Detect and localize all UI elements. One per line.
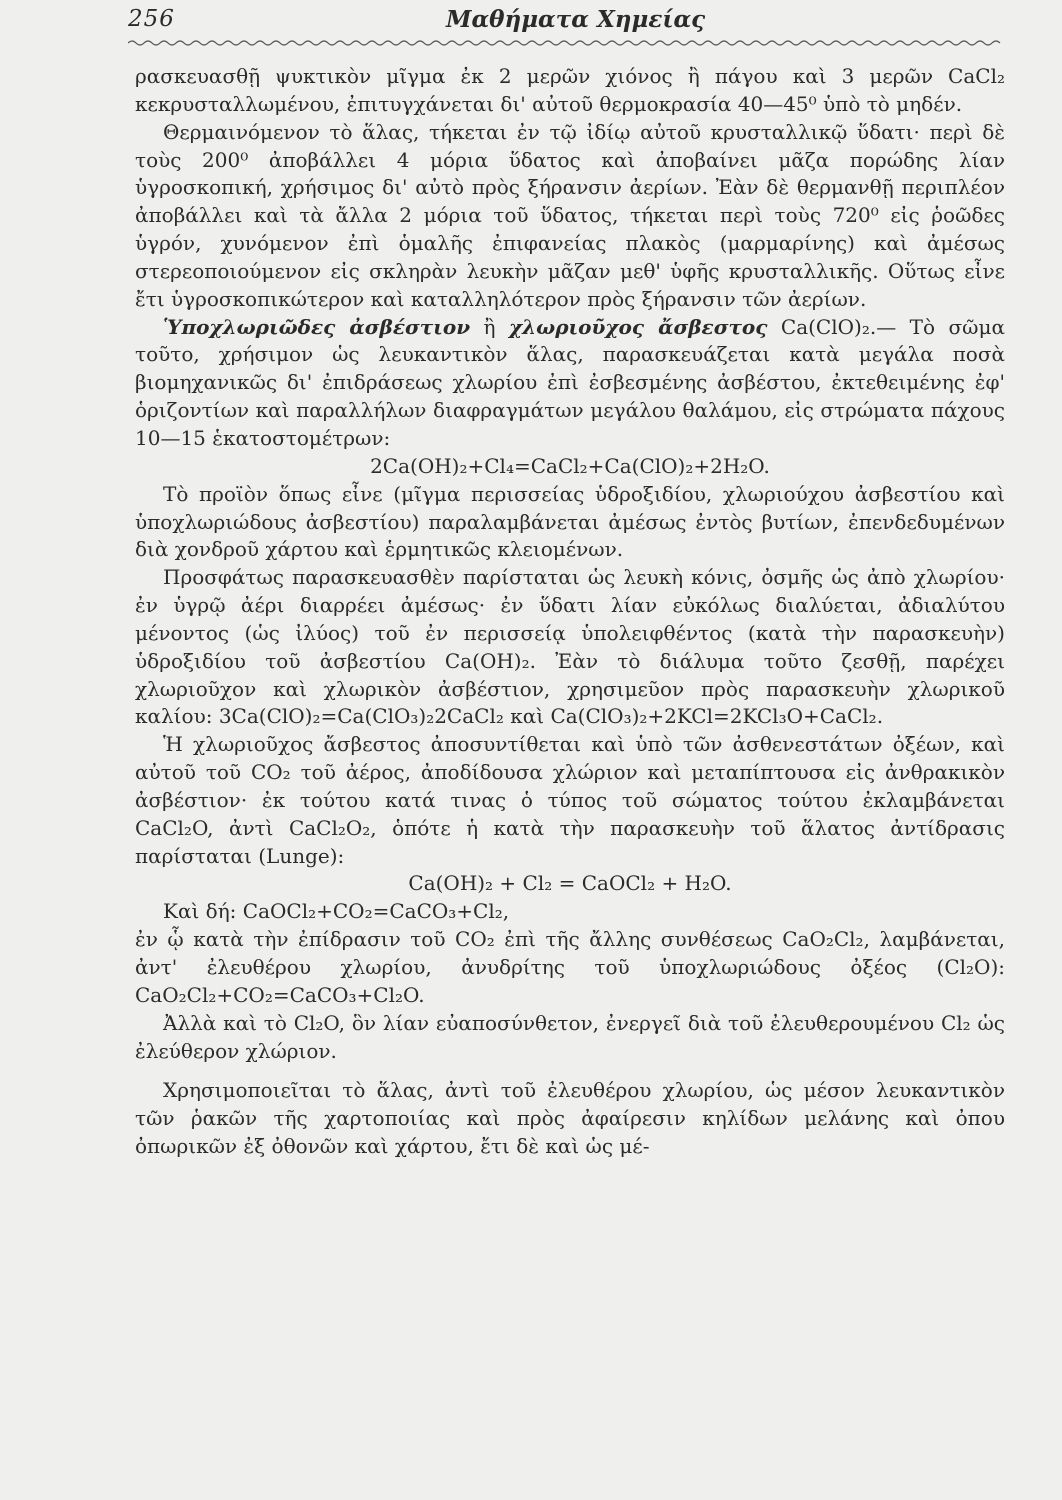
paragraph-5: Προσφάτως παρασκευασθὲν παρίσταται ὡς λευκὴ κόνις, ὀσμῆς ὡς ἀπὸ χλωρίου· ἐν ὑγρῷ ἀέρι διαρρέει ἀμέσως· ἐν ὕδατι λίαν εὐκόλως διαλύεται, ἀδιαλύτου μένοντος (ὡς ἰλύος) τοῦ ἐν περισσείᾳ ὑπολειφθέντος (κατὰ τὴν παρασκευὴν) ὑδροξιδίου τοῦ ἀσβεστίου Ca(OH)₂. Ἐὰν τὸ διάλυμα τοῦτο ζεσθῇ, παρέχει χλωριοῦχον καὶ χλωρικὸν ἀσβέστιον, χρησιμεῦον πρὸς παρασκευὴν χλωρικοῦ καλίου: 3Ca(ClO)₂=Ca(ClO₃)₂2CaCl₂ καὶ Ca(ClO₃)₂+2KCl=2KCl₃O+CaCl₂.	[135, 565, 1005, 729]
paragraph-10: Χρησιμοποιεῖται τὸ ἅλας, ἀντὶ τοῦ ἐλευθέρου χλωρίου, ὡς μέσον λευκαντικὸν τῶν ῥακῶν τῆς χαρτοποιίας καὶ πρὸς ἀφαίρεσιν κηλίδων μελάνης καὶ ὀπου ὀπωρικῶν ἐξ ὀθονῶν καὶ χάρτου, ἔτι δὲ καὶ ὡς μέ-	[135, 1078, 1005, 1159]
paragraph-gap	[135, 1065, 1005, 1077]
section-term-hypochlorite: Ὑποχλωριῶδες ἀσβέστιον	[163, 314, 471, 339]
section-term-joiner: ἢ	[470, 314, 509, 339]
paragraph-6: Ἡ χλωριοῦχος ἄσβεστος ἀποσυντίθεται καὶ ὑπὸ τῶν ἀσθενεστάτων ὀξέων, καὶ αὐτοῦ τοῦ CO₂ τοῦ ἀέρος, ἀποδίδουσα χλώριον καὶ μεταπίπτουσα εἰς ἀνθρακικὸν ἀσβέστιον· ἐκ τούτου κατά τινας ὁ τύπος τοῦ σώματος τούτου ἐκλαμβάνεται CaCl₂O, ἀντὶ CaCl₂O₂, ὁπότε ἡ κατὰ τὴν παρασκευὴν τοῦ ἅλατος ἀντίδρασις παρίσταται (Lunge):	[135, 732, 1005, 868]
body-text	[135, 63, 1005, 1161]
paragraph-3-body: Ca(ClO)₂.— Τὸ σῶμα τοῦτο, χρήσιμον ὡς λευκαντικὸν ἅλας, παρασκευάζεται κατὰ μεγάλα ποσὰ βιομηχανικῶς δι' ἐπιδράσεως χλωρίου ἐπὶ ἐσβεσμένης ἀσβέστου, ἐκτεθειμένης ἐφ' ὁριζοντίων καὶ παραλλήλων διαφραγμάτων μεγάλου θαλάμου, εἰς στρώματα πάχους 10—15 ἑκατοστομέτρων:	[135, 314, 1005, 450]
paragraph-9: Ἀλλὰ καὶ τὸ Cl₂O, ὃν λίαν εὐαποσύνθετον, ἐνεργεῖ διὰ τοῦ ἐλευθερουμένου Cl₂ ὡς ἐλεύθερον χλώριον.	[135, 1010, 1005, 1063]
running-title: Μαθήματα Χημείας	[446, 6, 706, 33]
paragraph-3	[135, 314, 1005, 453]
paragraph-7: Καὶ δή: CaOCl₂+CO₂=CaCO₃+Cl₂,	[163, 899, 510, 924]
equation-2: Ca(OH)₂ + Cl₂ = CaOCl₂ + H₂O.	[408, 871, 732, 896]
section-term-bleaching-lime: χλωριοῦχος ἄσβεστος	[508, 314, 768, 339]
page-number: 256	[128, 6, 175, 32]
paragraph-2: Θερμαινόμενον τὸ ἅλας, τήκεται ἐν τῷ ἰδίῳ αὐτοῦ κρυσταλλικῷ ὕδατι· περὶ δὲ τοὺς 200⁰ ἀποβάλλει 4 μόρια ὕδατος καὶ ἀποβαίνει μᾶζα πορώδης λίαν ὑγροσκοπική, χρήσιμος δι' αὐτὸ πρὸς ξήρανσιν ἀερίων. Ἐὰν δὲ θερμανθῇ περιπλέον ἀποβάλλει καὶ τὰ ἄλλα 2 μόρια τοῦ ὕδατος, τήκεται περὶ τοὺς 720⁰ εἰς ῥοῶδες ὑγρόν, χυνόμενον ἐπὶ ὁμαλῆς ἐπιφανείας πλακὸς (μαρμαρίνης) καὶ ἀμέσως στερεοποιούμενον εἰς σκληρὰν λευκὴν μᾶζαν μεθ' ὑφῆς κρυσταλλικῆς. Οὕτως εἶνε ἔτι ὑγροσκοπικώτερον καὶ καταλληλότερον πρὸς ξήρανσιν τῶν ἀερίων.	[135, 119, 1005, 311]
header-wavy-rule	[128, 38, 1003, 48]
paragraph-1: ρασκευασθῇ ψυκτικὸν μῖγμα ἐκ 2 μερῶν χιόνος ἢ πάγου καὶ 3 μερῶν CaCl₂ κεκρυσταλλωμένου, ἐπιτυγχάνεται δι' αὐτοῦ θερμοκρασία 40—45⁰ ὑπὸ τὸ μηδέν.	[135, 64, 1005, 116]
paragraph-4: Τὸ προϊὸν ὅπως εἶνε (μῖγμα περισσείας ὑδροξιδίου, χλωριούχου ἀσβεστίου καὶ ὑποχλωριώδους ἀσβεστίου) παραλαμβάνεται ἀμέσως ἐντὸς βυτίων, ἐπενδεδυμένων διὰ χονδροῦ χάρτου καὶ ἑρμητικῶς κλειομένων.	[135, 481, 1005, 562]
paragraph-8: ἐν ᾧ κατὰ τὴν ἐπίδρασιν τοῦ CO₂ ἐπὶ τῆς ἄλλης συνθέσεως CaO₂Cl₂, λαμβάνεται, ἀντ' ἐλευθέρου χλωρίου, ἀνυδρίτης τοῦ ὑποχλωριώδους ὀξέος (Cl₂O): CaO₂Cl₂+CO₂=CaCO₃+Cl₂O.	[135, 927, 1005, 1007]
equation-1: 2Ca(OH)₂+Cl₄=CaCl₂+Ca(ClO)₂+2H₂O.	[370, 453, 770, 478]
page-header	[128, 6, 1003, 40]
